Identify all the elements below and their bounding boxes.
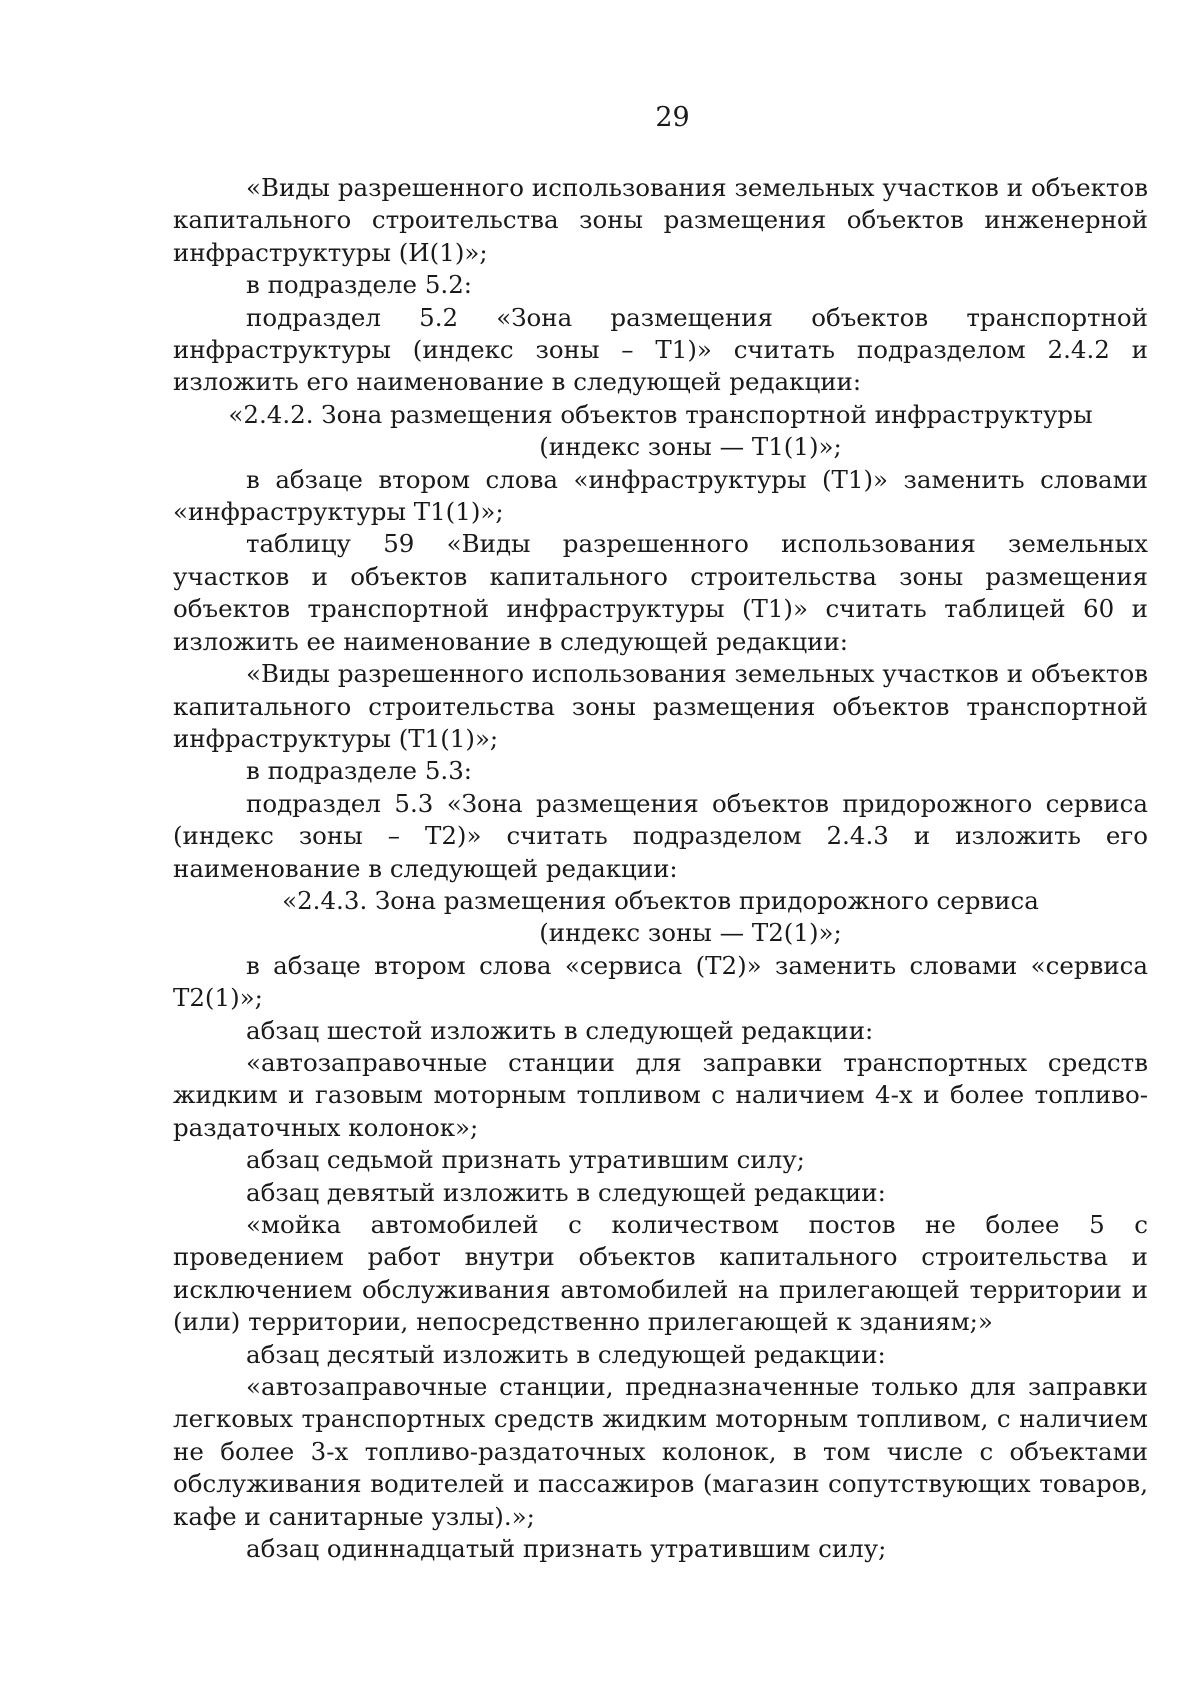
paragraph: «автозаправочные станции, предназначенные только для заправки легковых транспортных средств жидким моторным топливом, с наличием не более 3-х топливо-раздаточных колонок, в том числе с объектами обслуживания водителей и пассажиров (магазин сопутствующих товаров, кафе и санитарные узлы).»; — [173, 1372, 1148, 1531]
paragraph: «мойка автомобилей с количеством постов не более 5 с проведением работ внутри объектов капитального строительства и исключением обслуживания автомобилей на прилегающей территории и (или) территории, непосредственно прилегающей к зданиям;» — [173, 1210, 1148, 1337]
paragraph: в подразделе 5.3: — [246, 756, 473, 786]
paragraph: в абзаце втором слова «сервиса (Т2)» заменить словами «сервиса Т2(1)»; — [173, 950, 1148, 1013]
heading-line: «2.4.2. Зона размещения объектов транспортной инфраструктуры — [228, 399, 1093, 429]
paragraph: в абзаце втором слова «инфраструктуры (Т1)» заменить словами «инфраструктуры Т1(1)»; — [173, 464, 1148, 527]
paragraph: подраздел 5.2 «Зона размещения объектов транспортной инфраструктуры (индекс зоны – Т1)» считать подразделом 2.4.2 и изложить его наименование в следующей редакции: — [173, 302, 1148, 397]
paragraph: абзац одиннадцатый признать утратившим силу; — [246, 1534, 887, 1564]
paragraph: таблицу 59 «Виды разрешенного использования земельных участков и объектов капитального строительства зоны размещения объектов транспортной инфраструктуры (Т1)» считать таблицей 60 и изложить ее наименование в следующей редакции: — [173, 529, 1148, 656]
paragraph: «автозаправочные станции для заправки транспортных средств жидким и газовым моторным топливом с наличием 4-х и более топливо-раздаточных колонок»; — [173, 1047, 1148, 1142]
heading-line: (индекс зоны — Т1(1)»; — [539, 432, 842, 462]
paragraph: «Виды разрешенного использования земельных участков и объектов капитального строительства зоны размещения объектов инженерной инфраструктуры (И(1)»; — [173, 173, 1148, 267]
paragraph: «Виды разрешенного использования земельных участков и объектов капитального строительства зоны размещения объектов транспортной инфраструктуры (Т1(1)»; — [173, 659, 1148, 753]
paragraph: абзац седьмой признать утратившим силу; — [246, 1145, 805, 1175]
paragraph: абзац шестой изложить в следующей редакции: — [246, 1015, 874, 1045]
heading-line: (индекс зоны — Т2(1)»; — [539, 918, 842, 948]
paragraph: подраздел 5.3 «Зона размещения объектов придорожного сервиса (индекс зоны – Т2)» считать подразделом 2.4.3 и изложить его наименование в следующей редакции: — [173, 788, 1148, 883]
paragraph: в подразделе 5.2: — [246, 270, 473, 300]
paragraph: абзац десятый изложить в следующей редакции: — [246, 1339, 886, 1369]
document-body — [173, 172, 1148, 1565]
heading-line: «2.4.3. Зона размещения объектов придорожного сервиса — [282, 885, 1039, 915]
paragraph: абзац девятый изложить в следующей редакции: — [246, 1177, 886, 1207]
page-number: 29 — [655, 102, 690, 133]
